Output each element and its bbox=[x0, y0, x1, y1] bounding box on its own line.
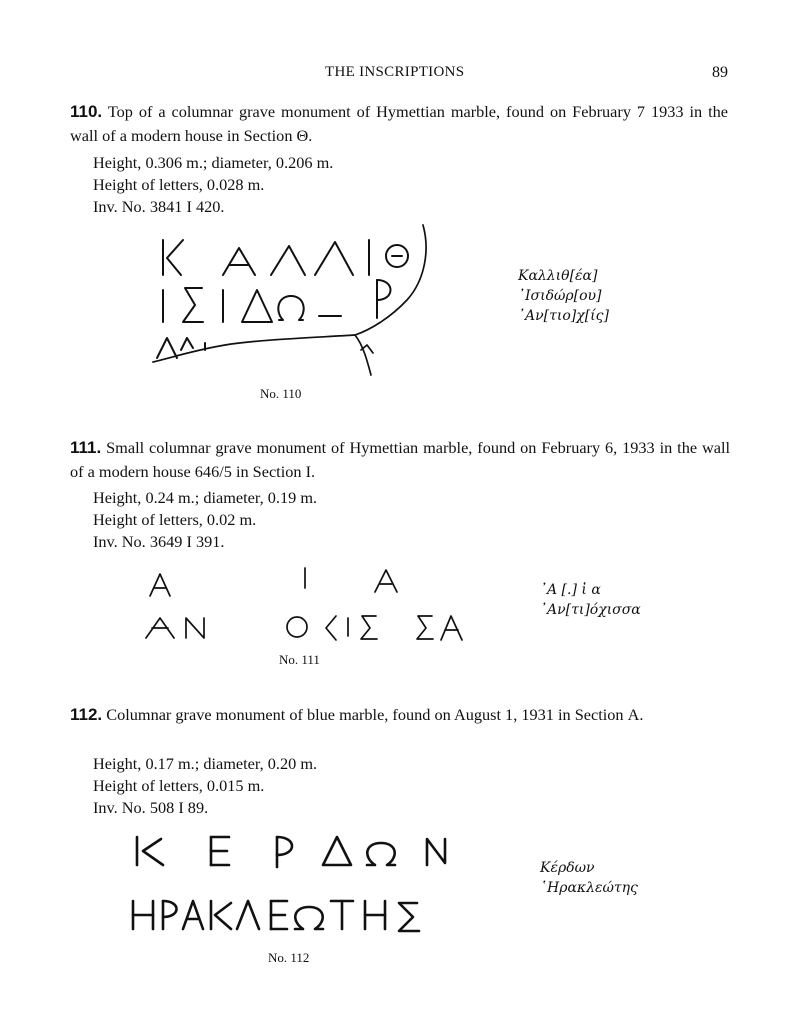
entry-111-height: Height, 0.24 m.; diameter, 0.19 m. bbox=[93, 488, 318, 507]
entry-112-height: Height, 0.17 m.; diameter, 0.20 m. bbox=[93, 754, 318, 773]
inscription-111-drawing bbox=[140, 560, 480, 650]
entry-110-number: 110. bbox=[70, 102, 103, 121]
entry-110-inventory: Inv. No. 3841 I 420. bbox=[93, 197, 225, 216]
transcription-line: Καλλιθ[έα] bbox=[518, 268, 598, 284]
transcription-111 bbox=[540, 580, 641, 620]
entry-111-letters: Height of letters, 0.02 m. bbox=[93, 510, 257, 529]
transcription-line: ᾽Α [.] ἰ α bbox=[540, 582, 601, 598]
entry-111-number: 111. bbox=[70, 438, 102, 457]
inscription-110-drawing bbox=[145, 220, 445, 380]
entry-112-letters: Height of letters, 0.015 m. bbox=[93, 776, 265, 795]
figure-caption-110: No. 110 bbox=[260, 386, 302, 401]
entry-110-paragraph bbox=[70, 100, 728, 148]
figure-caption-111: No. 111 bbox=[279, 652, 320, 667]
transcription-line: ῾Ηρακλεώτης bbox=[540, 880, 638, 896]
transcription-line: ᾽Αν[τιο]χ[ίς] bbox=[518, 308, 609, 324]
transcription-line: ᾽Ισιδώρ[ου] bbox=[518, 288, 602, 304]
entry-111-inventory: Inv. No. 3649 I 391. bbox=[93, 532, 225, 551]
entry-111-paragraph bbox=[70, 436, 730, 484]
entry-112-number: 112. bbox=[70, 705, 103, 724]
running-head bbox=[0, 64, 792, 86]
transcription-110 bbox=[518, 266, 609, 326]
running-title: THE INSCRIPTIONS bbox=[325, 64, 465, 80]
transcription-line: ᾽Αν[τι]όχισσα bbox=[540, 602, 641, 618]
transcription-line: Κέρδων bbox=[540, 860, 595, 876]
page-number: 89 bbox=[712, 64, 728, 81]
entry-112-description: Columnar grave monument of blue marble, found on August 1, 1931 in Section Α. bbox=[106, 705, 644, 724]
entry-110-description: Top of a columnar grave monument of Hymettian marble, found on February 7 1933 in the wall of a modern house in Section Θ. bbox=[70, 102, 728, 145]
figure-caption-112: No. 112 bbox=[268, 950, 310, 965]
entry-111-description: Small columnar grave monument of Hymettian marble, found on February 6, 1933 in the wall of a modern house 646/5 in Section I. bbox=[70, 438, 730, 481]
entry-112-paragraph bbox=[70, 703, 730, 727]
entry-112-inventory: Inv. No. 508 I 89. bbox=[93, 798, 209, 817]
transcription-112 bbox=[540, 858, 638, 898]
entry-110-letters: Height of letters, 0.028 m. bbox=[93, 175, 265, 194]
entry-110-height: Height, 0.306 m.; diameter, 0.206 m. bbox=[93, 153, 334, 172]
inscription-112-drawing bbox=[125, 825, 475, 945]
